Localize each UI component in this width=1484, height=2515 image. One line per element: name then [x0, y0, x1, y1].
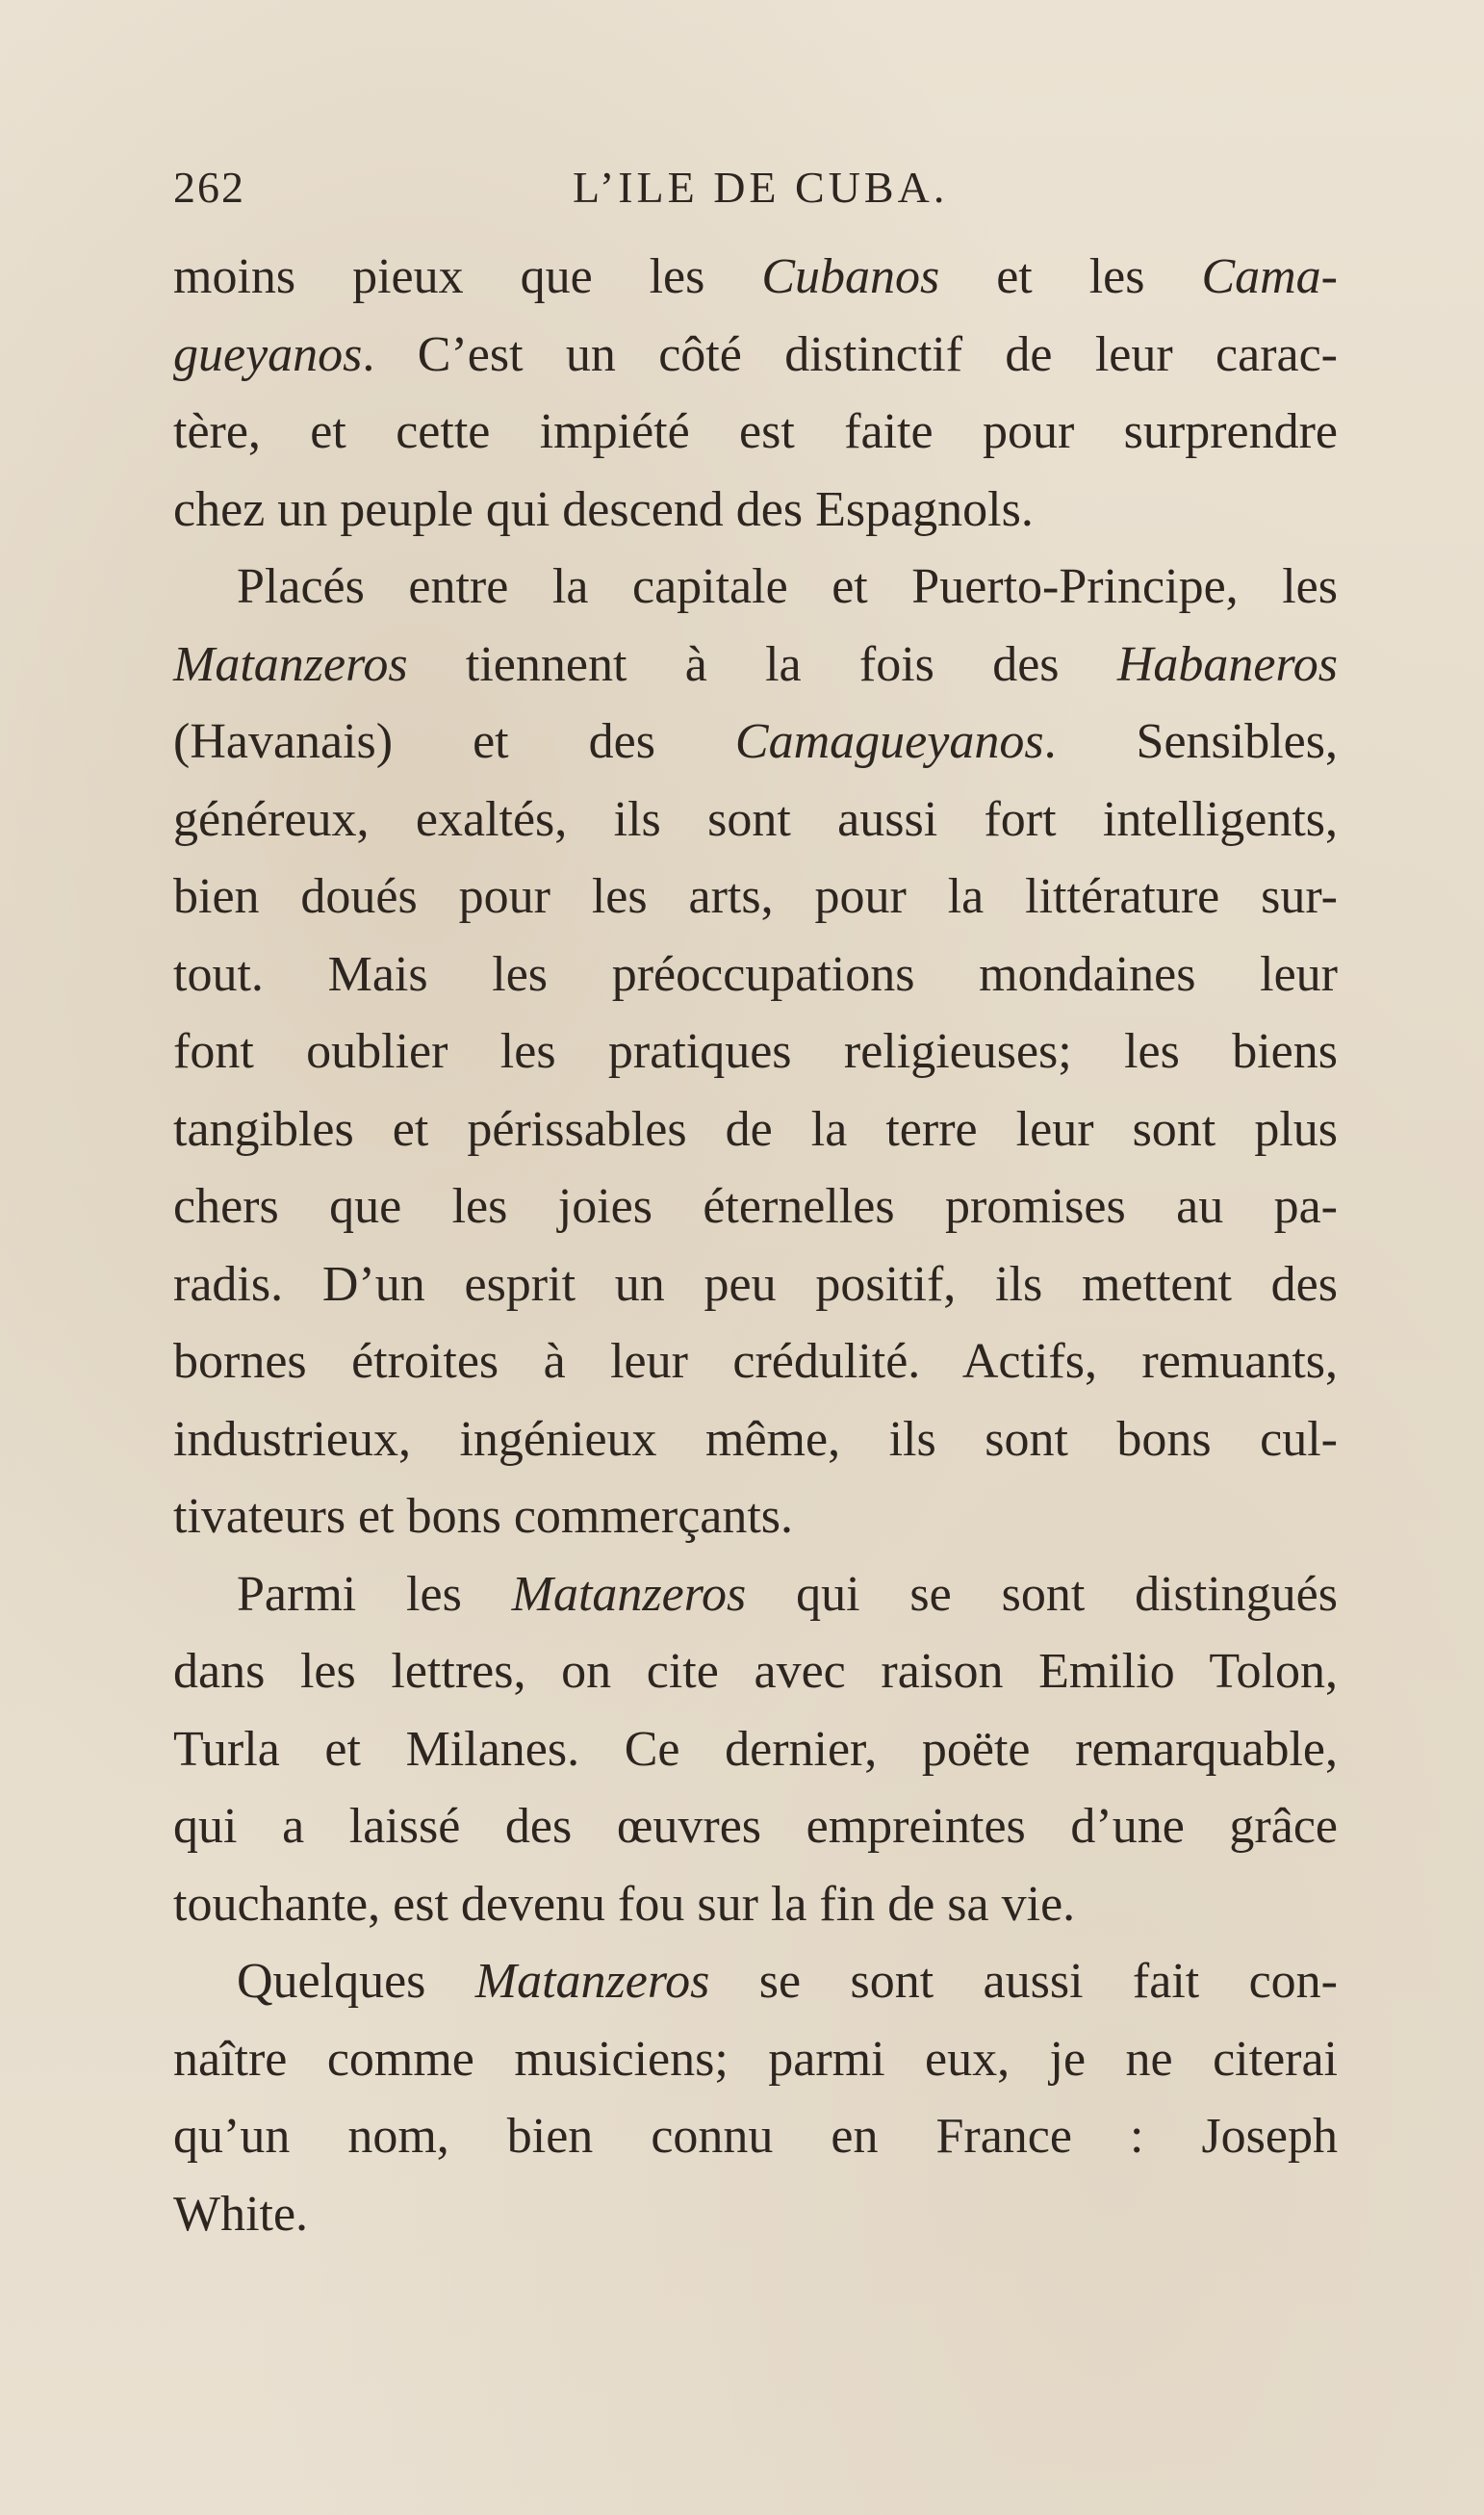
italic-term: gueyanos — [173, 326, 363, 382]
text-run: Turla et Milanes. Ce dernier, poëte remarquable, — [173, 1721, 1338, 1777]
italic-term: Camagueyanos — [734, 714, 1044, 769]
text-run: et les — [939, 249, 1202, 304]
text-line — [173, 1014, 1338, 1091]
text-line — [173, 859, 1338, 937]
paragraph — [173, 1556, 1338, 1944]
text-line — [173, 1556, 1338, 1634]
text-line — [173, 317, 1338, 395]
italic-term: Matanzeros — [511, 1566, 747, 1622]
text-line — [173, 1091, 1338, 1169]
text-run: tiennent à la fois des — [407, 636, 1117, 692]
text-line — [173, 1866, 1338, 1944]
text-line — [173, 937, 1338, 1014]
text-run: Quelques — [237, 1954, 475, 2009]
text-run: bien doués pour les arts, pour la littérature sur- — [173, 869, 1338, 924]
text-run: se sont aussi fait con- — [709, 1954, 1338, 2009]
text-run: qui se sont distingués — [746, 1566, 1339, 1622]
text-run: White. — [173, 2186, 309, 2242]
text-run: tère, et cette impiété est faite pour surprendre — [173, 404, 1338, 459]
text-run: industrieux, ingénieux même, ils sont bons cul- — [173, 1411, 1338, 1467]
text-line — [173, 1633, 1338, 1711]
text-line — [173, 394, 1338, 472]
text-run: qui a laissé des œuvres empreintes d’une grâce — [173, 1799, 1338, 1854]
text-line — [173, 1478, 1338, 1556]
text-line — [173, 704, 1338, 782]
text-run: radis. D’un esprit un peu positif, ils mettent des — [173, 1256, 1338, 1312]
text-run: chez un peuple qui descend des Espagnols. — [173, 481, 1034, 537]
text-line — [173, 1323, 1338, 1401]
text-line — [173, 1246, 1338, 1324]
text-line — [173, 1943, 1338, 2021]
text-run: Parmi les — [237, 1566, 512, 1622]
page-number: 262 — [173, 163, 245, 212]
italic-term: Matanzeros — [173, 636, 408, 692]
text-run: bornes étroites à leur crédulité. Actifs, remuants, — [173, 1334, 1338, 1389]
page-header — [173, 162, 1338, 219]
text-line — [173, 1168, 1338, 1246]
text-run: dans les lettres, on cite avec raison Emilio Tolon, — [173, 1644, 1338, 1699]
text-run: naître comme musiciens; parmi eux, je ne citerai — [173, 2031, 1338, 2087]
text-run: . C’est un côté distinctif de leur carac- — [362, 326, 1338, 382]
text-line — [173, 2176, 1338, 2254]
text-run: chers que les joies éternelles promises au pa- — [173, 1179, 1338, 1234]
text-run: touchante, est devenu fou sur la fin de sa vie. — [173, 1876, 1076, 1932]
running-title: L’ILE DE CUBA. — [573, 163, 949, 212]
paragraph — [173, 239, 1338, 549]
text-line — [173, 627, 1338, 705]
text-run: tout. Mais les préoccupations mondaines leur — [173, 946, 1338, 1002]
text-line — [173, 1788, 1338, 1866]
text-line — [173, 1401, 1338, 1479]
text-run: font oublier les pratiques religieuses; les biens — [173, 1024, 1338, 1079]
text-run: tivateurs et bons commerçants. — [173, 1489, 794, 1544]
text-run: Placés entre la capitale et Puerto-Principe, les — [237, 559, 1338, 614]
text-line — [173, 2098, 1338, 2176]
text-line — [173, 1711, 1338, 1789]
italic-term: Habaneros — [1116, 636, 1338, 692]
body-text — [173, 239, 1338, 2253]
italic-term: Cama- — [1201, 249, 1338, 304]
paragraph — [173, 1943, 1338, 2253]
text-line — [173, 549, 1338, 627]
paragraph — [173, 549, 1338, 1556]
italic-term: Matanzeros — [474, 1954, 710, 2009]
text-line — [173, 782, 1338, 860]
text-run: (Havanais) et des — [173, 714, 735, 769]
text-run: qu’un nom, bien connu en France : Joseph — [173, 2109, 1338, 2164]
text-run: généreux, exaltés, ils sont aussi fort intelligents, — [173, 791, 1338, 847]
text-run: tangibles et périssables de la terre leur sont plus — [173, 1101, 1338, 1157]
text-run: moins pieux que les — [173, 249, 762, 304]
text-run: . Sensibles, — [1043, 714, 1338, 769]
italic-term: Cubanos — [761, 249, 940, 304]
text-line — [173, 472, 1338, 550]
text-line — [173, 239, 1338, 317]
text-line — [173, 2021, 1338, 2099]
